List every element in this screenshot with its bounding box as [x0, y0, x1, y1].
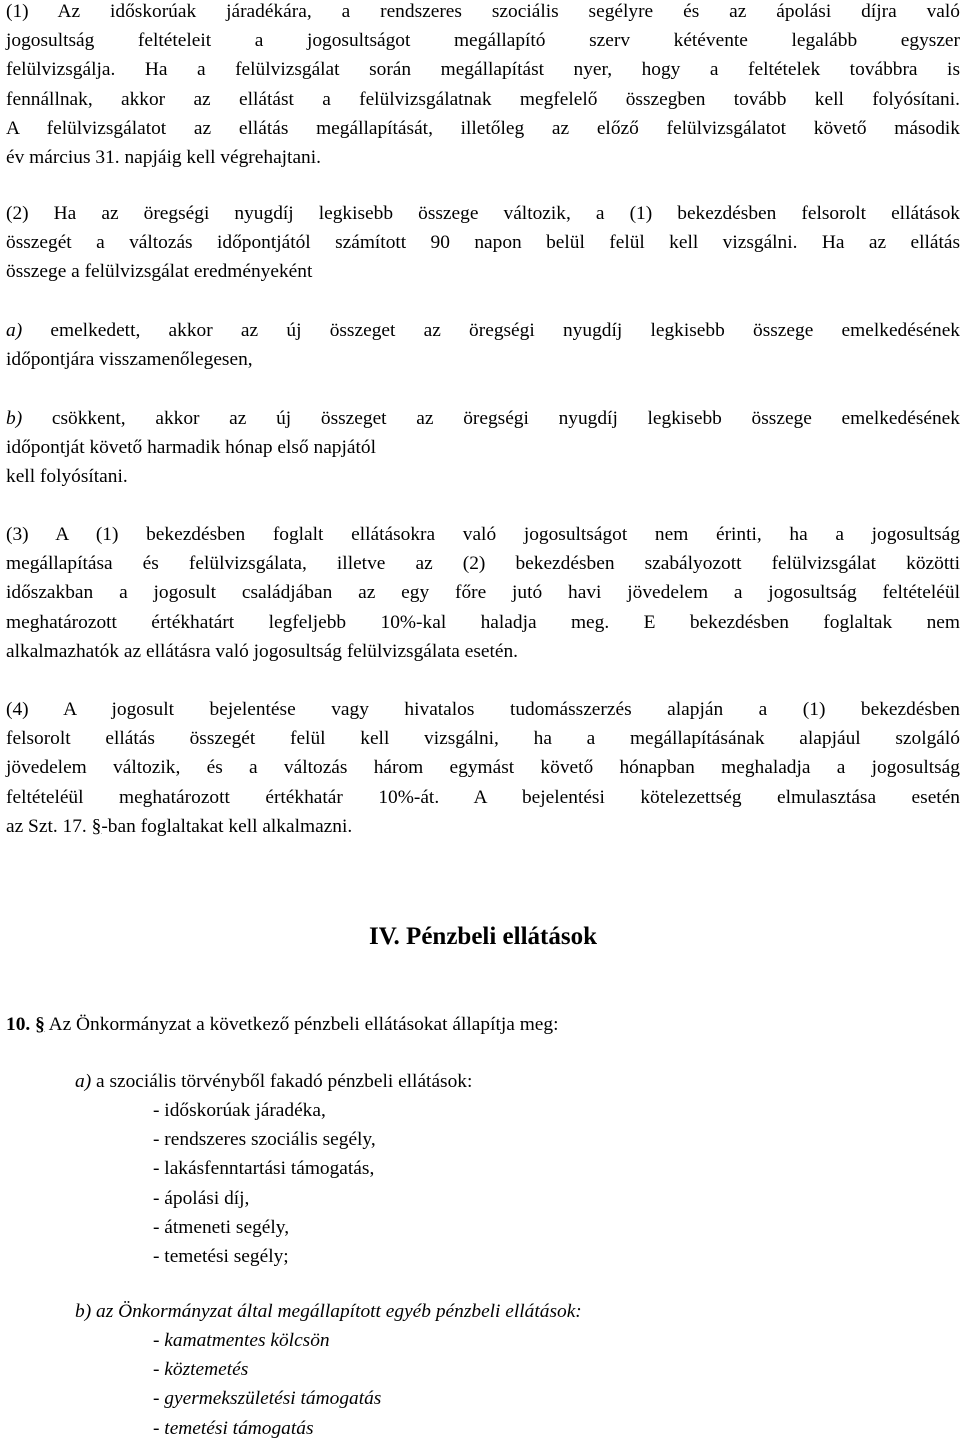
- chapter-heading: IV. Pénzbeli ellátások: [368, 923, 597, 950]
- paragraph-line: [6, 812, 960, 841]
- list-b: [153, 1326, 381, 1443]
- item-marker: b): [6, 408, 23, 429]
- paragraph-line: időpontjára visszamenőlegesen,: [6, 349, 253, 371]
- paragraph-line: megállapítása és felülvizsgálata, illetve az (2) bekezdésben szabályozott felülvizsgálat közötti: [6, 553, 960, 575]
- paragraph-line: meghatározott értékhatárt legfeljebb 10%-kal haladja meg. E bekezdésben foglaltak nem: [6, 611, 960, 633]
- list-item: - gyermekszületési támogatás: [153, 1388, 382, 1410]
- line-text: emelkedett, akkor az új összeget az öregségi nyugdíj legkisebb összege emelkedésének: [22, 320, 960, 341]
- paragraph-line: (1) Az időskorúak járadékára, a rendszeres szociális segélyre és az ápolási díjra való: [6, 1, 960, 22]
- line-text: -ban foglaltakat kell alkalmazni.: [101, 815, 353, 837]
- paragraph-line: (3) A (1) bekezdésben foglalt ellátásokra való jogosultságot nem érinti, ha a jogosultság: [6, 524, 960, 545]
- paragraph-2: [6, 199, 960, 287]
- line-text: a szociális törvényből fakadó pénzbeli ellátások:: [91, 1071, 473, 1092]
- list-heading: b) az Önkormányzat által megállapított egyéb pénzbeli ellátások:: [75, 1301, 582, 1322]
- list-item: - ápolási díj,: [153, 1187, 250, 1209]
- paragraph-line: (2) Ha az öregségi nyugdíj legkisebb összege változik, a (1) bekezdésben felsorolt ellátások: [6, 203, 960, 224]
- paragraph-4: [6, 695, 960, 841]
- paragraph-line: kell folyósítani.: [6, 466, 128, 488]
- list-a-heading: [75, 1067, 472, 1096]
- line-text: csökkent, akkor az új összeget az öregségi nyugdíj legkisebb összege emelkedésének: [22, 408, 960, 429]
- paragraph-3: [6, 520, 960, 666]
- section-10: [6, 1010, 558, 1039]
- list-b-heading: [75, 1297, 582, 1326]
- line-text: az Szt. 17.: [6, 815, 92, 837]
- list-item: - köztemetés: [153, 1359, 249, 1381]
- list-item: - temetési segély;: [153, 1245, 289, 1267]
- paragraph-line: [6, 316, 960, 345]
- paragraph-line: fennállnak, akkor az ellátást a felülvizsgálatnak megfelelő összegben tovább kell folyósítani.: [6, 88, 960, 110]
- section-sign: §: [91, 815, 102, 837]
- paragraph-line: év március 31. napjáig kell végrehajtani.: [6, 146, 321, 168]
- paragraph-line: összegét a változás időpontjától számított 90 napon belül felül kell vizsgálni. Ha az ellátás: [6, 232, 960, 254]
- list-a: [153, 1096, 376, 1271]
- list-item: - lakásfenntartási támogatás,: [153, 1158, 375, 1180]
- paragraph-line: [6, 404, 960, 433]
- section-text: Az Önkormányzat a következő pénzbeli ellátásokat állapítja meg:: [44, 1014, 559, 1035]
- paragraph-line: alkalmazhatók az ellátásra való jogosultság felülvizsgálata esetén.: [6, 640, 519, 662]
- paragraph-1: [6, 0, 960, 172]
- paragraph-line: időszakban a jogosult családjában az egy főre jutó havi jövedelem a jogosultság feltételéül: [6, 582, 960, 604]
- list-item: - kamatmentes kölcsön: [153, 1330, 330, 1351]
- section-sign: §: [35, 1014, 45, 1035]
- list-item: - átmeneti segély,: [153, 1216, 290, 1238]
- paragraph-line: időpontját követő harmadik hónap első napjától: [6, 437, 376, 459]
- paragraph-line: felsorolt ellátás összegét felül kell vizsgálni, ha a megállapításának alapjául szolgáló: [6, 728, 960, 750]
- paragraph-line: feltételéül meghatározott értékhatár 10%-át. A bejelentési kötelezettség elmulasztása esetén: [6, 786, 960, 808]
- list-item: - időskorúak járadéka,: [153, 1100, 326, 1121]
- paragraph-line: jövedelem változik, és a változás három egymást követő hónapban meghaladja a jogosultság: [6, 757, 960, 779]
- list-item: - rendszeres szociális segély,: [153, 1129, 376, 1151]
- paragraph-2a: [6, 316, 960, 374]
- paragraph-line: jogosultság feltételeit a jogosultságot megállapító szerv kétévente legalább egyszer: [6, 30, 960, 52]
- item-marker: a): [75, 1071, 92, 1092]
- paragraph-line: (4) A jogosult bejelentése vagy hivatalos tudomásszerzés alapján a (1) bekezdésben: [6, 699, 960, 720]
- list-item: - temetési támogatás: [153, 1417, 314, 1439]
- item-marker: a): [6, 320, 23, 341]
- section-number: 10.: [6, 1014, 31, 1035]
- paragraph-line: összege a felülvizsgálat eredményeként: [6, 261, 313, 283]
- list-heading: [75, 1067, 472, 1096]
- paragraph-2b: [6, 404, 960, 492]
- paragraph-line: felülvizsgálja. Ha a felülvizsgálat során megállapítást nyer, hogy a feltételek továbbra is: [6, 59, 960, 81]
- paragraph-line: A felülvizsgálatot az ellátás megállapítását, illetőleg az előző felülvizsgálatot követő második: [6, 117, 960, 139]
